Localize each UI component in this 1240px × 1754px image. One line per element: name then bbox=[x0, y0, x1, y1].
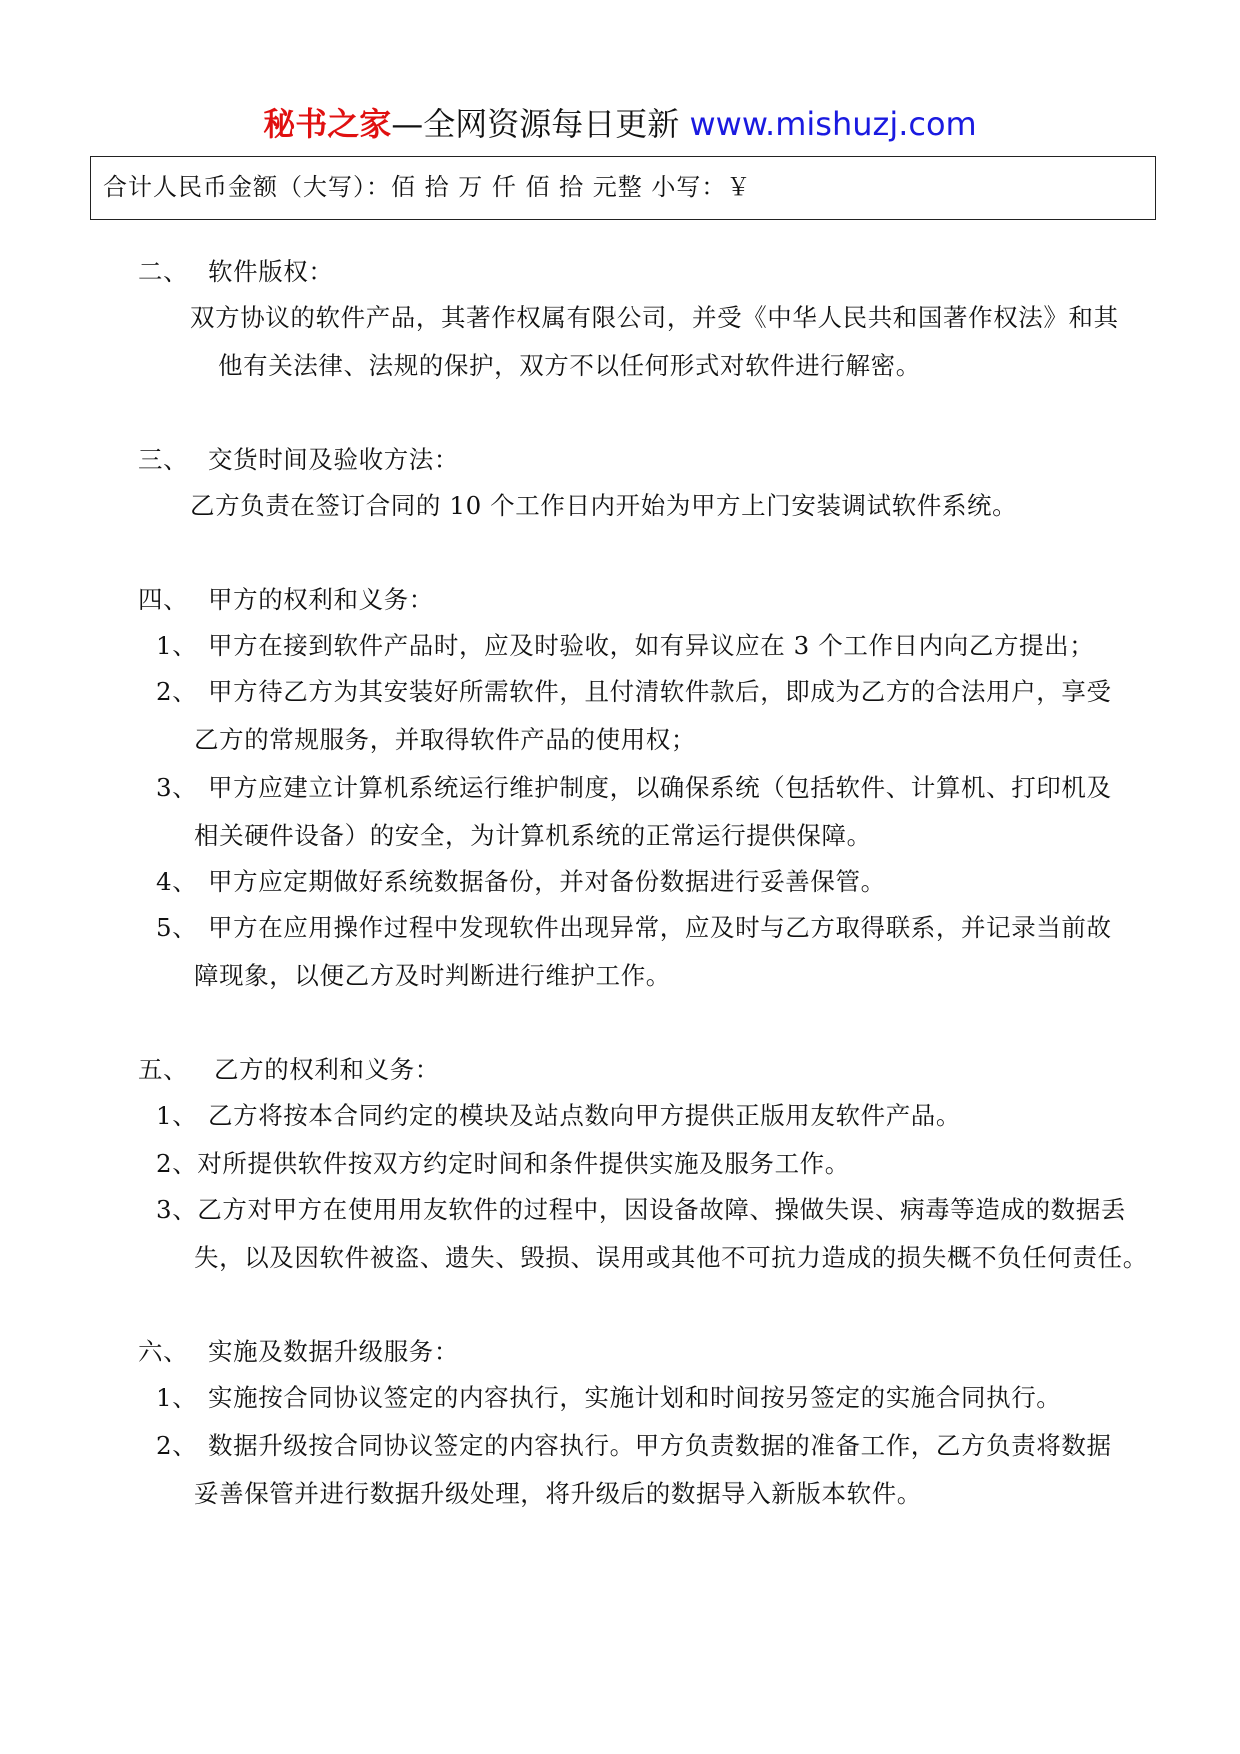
item-text: 3、乙方对甲方在使用用友软件的过程中，因设备故障、操做失误、病毒等造成的数据丢 bbox=[156, 1195, 1126, 1224]
paragraph-text: 他有关法律、法规的保护，双方不以任何形式对软件进行解密。 bbox=[218, 351, 921, 380]
section-title: 甲方的权利和义务： bbox=[208, 585, 434, 614]
item-number: 3、 bbox=[156, 773, 198, 802]
item-number: 5、 bbox=[156, 913, 198, 942]
section-title: 乙方的权利和义务： bbox=[214, 1055, 440, 1084]
item-text: 甲方待乙方为其安装好所需软件，且付清软件款后，即成为乙方的合法用户，享受 bbox=[208, 677, 1112, 706]
section-number: 三、 bbox=[138, 445, 189, 474]
site-header bbox=[0, 100, 1240, 148]
item-number: 1、 bbox=[156, 1383, 198, 1412]
item-number: 2、 bbox=[156, 1431, 198, 1460]
section-title: 交货时间及验收方法： bbox=[208, 445, 459, 474]
site-brand: 秘书之家 bbox=[263, 105, 392, 143]
section-number: 六、 bbox=[138, 1337, 189, 1366]
section-title: 实施及数据升级服务： bbox=[208, 1337, 459, 1366]
item-number: 2、 bbox=[156, 677, 198, 706]
item-text: 妥善保管并进行数据升级处理，将升级后的数据导入新版本软件。 bbox=[194, 1479, 922, 1508]
item-text: 乙方的常规服务，并取得软件产品的使用权； bbox=[194, 725, 696, 754]
section-number: 四、 bbox=[138, 585, 189, 614]
amount-box bbox=[90, 156, 1156, 220]
section-number: 五、 bbox=[138, 1055, 189, 1084]
paragraph-text: 双方协议的软件产品，其著作权属有限公司，并受《中华人民共和国著作权法》和其 bbox=[190, 303, 1119, 332]
item-number: 4、 bbox=[156, 867, 198, 896]
paragraph-text: 乙方负责在签订合同的 10 个工作日内开始为甲方上门安装调试软件系统。 bbox=[190, 491, 1018, 520]
item-text: 障现象，以便乙方及时判断进行维护工作。 bbox=[194, 961, 671, 990]
item-text: 失，以及因软件被盗、遗失、毁损、误用或其他不可抗力造成的损失概不负任何责任。 bbox=[194, 1243, 1148, 1272]
item-number: 1、 bbox=[156, 631, 198, 660]
item-text: 数据升级按合同协议签定的内容执行。甲方负责数据的准备工作，乙方负责将数据 bbox=[208, 1431, 1112, 1460]
item-text: 实施按合同协议签定的内容执行，实施计划和时间按另签定的实施合同执行。 bbox=[208, 1383, 1062, 1412]
site-slogan: —全网资源每日更新 bbox=[391, 105, 690, 143]
item-text: 甲方在接到软件产品时，应及时验收，如有异议应在 3 个工作日内向乙方提出； bbox=[208, 631, 1095, 660]
item-text: 甲方应定期做好系统数据备份，并对备份数据进行妥善保管。 bbox=[208, 867, 886, 896]
section-number: 二、 bbox=[138, 257, 189, 286]
item-text: 甲方应建立计算机系统运行维护制度，以确保系统（包括软件、计算机、打印机及 bbox=[208, 773, 1112, 802]
item-text: 乙方将按本合同约定的模块及站点数向甲方提供正版用友软件产品。 bbox=[208, 1101, 961, 1130]
site-url-link[interactable]: www.mishuzj.com bbox=[689, 105, 977, 143]
amount-text: 合计人民币金额（大写）：佰 拾 万 仟 佰 拾 元整 小写：￥ bbox=[103, 173, 752, 201]
item-number: 1、 bbox=[156, 1101, 198, 1130]
item-text: 甲方在应用操作过程中发现软件出现异常，应及时与乙方取得联系，并记录当前故 bbox=[208, 913, 1112, 942]
item-text: 2、对所提供软件按双方约定时间和条件提供实施及服务工作。 bbox=[156, 1149, 850, 1178]
item-text: 相关硬件设备）的安全，为计算机系统的正常运行提供保障。 bbox=[194, 821, 872, 850]
section-title: 软件版权： bbox=[208, 257, 334, 286]
